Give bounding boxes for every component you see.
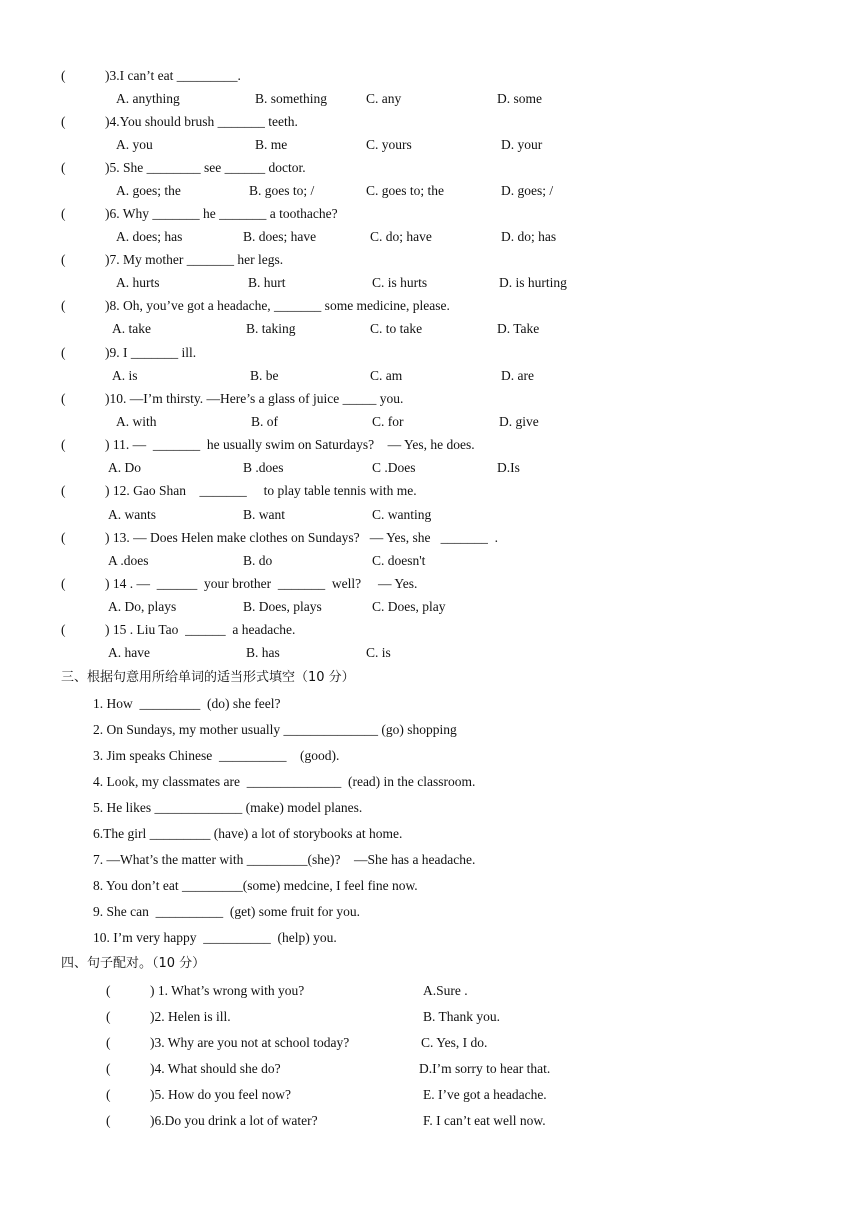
option-d: D. Take xyxy=(497,321,540,336)
option-d: D. do; has xyxy=(501,229,557,244)
option-c: C. do; have xyxy=(370,229,432,244)
match-answer: A.Sure . xyxy=(423,983,468,998)
section-heading: 四、句子配对。（10 分） xyxy=(61,956,206,971)
answer-paren: ( xyxy=(61,483,66,498)
answer-paren: ( xyxy=(61,298,66,313)
fill-item-6: 6.The girl _________ (have) a lot of storybooks at home. xyxy=(93,826,403,841)
option-a: A. is xyxy=(112,368,138,383)
answer-paren: ( xyxy=(61,437,66,452)
option-b: B. of xyxy=(251,414,278,429)
option-d: D. your xyxy=(501,137,543,152)
match-answer: C. Yes, I do. xyxy=(421,1035,488,1050)
answer-paren: ( xyxy=(106,1035,111,1050)
option-b: B. do xyxy=(243,553,273,568)
option-a: A. Do xyxy=(108,460,141,475)
answer-paren: ( xyxy=(61,252,66,267)
option-a: A. does; has xyxy=(116,229,183,244)
question-stem: ) 12. Gao Shan _______ to play table tennis with me. xyxy=(105,483,417,498)
option-b: B. hurt xyxy=(248,275,286,290)
option-b: B. taking xyxy=(246,321,296,336)
option-b: B. Does, plays xyxy=(243,599,322,614)
option-a: A. you xyxy=(116,137,153,152)
option-d: D.Is xyxy=(497,460,520,475)
match-answer: E. I’ve got a headache. xyxy=(423,1087,547,1102)
answer-paren: ( xyxy=(106,983,111,998)
match-answer: D.I’m sorry to hear that. xyxy=(419,1061,551,1076)
option-a: A. Do, plays xyxy=(108,599,177,614)
option-d: D. is hurting xyxy=(499,275,567,290)
answer-paren: ( xyxy=(61,160,66,175)
answer-paren: ( xyxy=(61,114,66,129)
option-c: C. goes to; the xyxy=(366,183,444,198)
option-a: A. take xyxy=(112,321,151,336)
answer-paren: ( xyxy=(61,68,66,83)
option-c: C. Does, play xyxy=(372,599,446,614)
answer-paren: ( xyxy=(61,530,66,545)
fill-item-4: 4. Look, my classmates are ______________ (read) in the classroom. xyxy=(93,774,476,789)
question-stem: )3.I can’t eat _________. xyxy=(105,68,241,83)
match-question: )3. Why are you not at school today? xyxy=(150,1035,350,1050)
option-c: C .Does xyxy=(372,460,416,475)
option-a: A. hurts xyxy=(116,275,160,290)
option-c: C. doesn't xyxy=(372,553,426,568)
match-question: )6.Do you drink a lot of water? xyxy=(150,1113,318,1128)
question-stem: ) 15 . Liu Tao ______ a headache. xyxy=(105,622,296,637)
question-stem: ) 13. — Does Helen make clothes on Sundays? — Yes, she _______ . xyxy=(105,530,498,545)
question-stem: )5. She ________ see ______ doctor. xyxy=(105,160,306,175)
option-a: A. wants xyxy=(108,507,156,522)
answer-paren: ( xyxy=(106,1009,111,1024)
option-b: B. be xyxy=(250,368,279,383)
option-b: B. want xyxy=(243,507,285,522)
question-stem: )10. —I’m thirsty. —Here’s a glass of juice _____ you. xyxy=(105,391,404,406)
option-d: D. goes; / xyxy=(501,183,554,198)
option-d: D. are xyxy=(501,368,534,383)
fill-item-2: 2. On Sundays, my mother usually ______________ (go) shopping xyxy=(93,722,457,737)
option-a: A. have xyxy=(108,645,150,660)
answer-paren: ( xyxy=(61,576,66,591)
option-d: D. give xyxy=(499,414,539,429)
option-c: C. is xyxy=(366,645,391,660)
option-b: B. has xyxy=(246,645,280,660)
option-c: C. is hurts xyxy=(372,275,428,290)
match-question: )4. What should she do? xyxy=(150,1061,281,1076)
question-stem: )4.You should brush _______ teeth. xyxy=(105,114,298,129)
match-answer: B. Thank you. xyxy=(423,1009,500,1024)
fill-item-1: 1. How _________ (do) she feel? xyxy=(93,696,281,711)
option-c: C. any xyxy=(366,91,402,106)
match-question: )2. Helen is ill. xyxy=(150,1009,231,1024)
question-stem: )7. My mother _______ her legs. xyxy=(105,252,284,267)
option-c: C. to take xyxy=(370,321,423,336)
option-c: C. for xyxy=(372,414,404,429)
option-a: A .does xyxy=(108,553,149,568)
answer-paren: ( xyxy=(61,391,66,406)
question-stem: )9. I _______ ill. xyxy=(105,345,197,360)
fill-item-9: 9. She can __________ (get) some fruit for you. xyxy=(93,904,360,919)
question-stem: ) 11. — _______ he usually swim on Saturdays? — Yes, he does. xyxy=(105,437,475,452)
option-c: C. wanting xyxy=(372,507,432,522)
section-heading: 三、根据句意用所给单词的适当形式填空（10 分） xyxy=(61,670,355,685)
answer-paren: ( xyxy=(106,1087,111,1102)
answer-paren: ( xyxy=(106,1113,111,1128)
option-a: A. anything xyxy=(116,91,180,106)
fill-item-8: 8. You don’t eat _________(some) medcine, I feel fine now. xyxy=(93,878,418,893)
answer-paren: ( xyxy=(61,622,66,637)
option-c: C. am xyxy=(370,368,403,383)
answer-paren: ( xyxy=(106,1061,111,1076)
fill-item-5: 5. He likes _____________ (make) model planes. xyxy=(93,800,363,815)
question-stem: )8. Oh, you’ve got a headache, _______ some medicine, please. xyxy=(105,298,450,313)
fill-item-10: 10. I’m very happy __________ (help) you. xyxy=(93,930,337,945)
option-c: C. yours xyxy=(366,137,412,152)
question-stem: )6. Why _______ he _______ a toothache? xyxy=(105,206,338,221)
fill-item-7: 7. —What’s the matter with _________(she)? —She has a headache. xyxy=(93,852,476,867)
option-a: A. with xyxy=(116,414,157,429)
match-question: ) 1. What’s wrong with you? xyxy=(150,983,305,998)
match-question: )5. How do you feel now? xyxy=(150,1087,291,1102)
fill-item-3: 3. Jim speaks Chinese __________ (good). xyxy=(93,748,340,763)
option-b: B. goes to; / xyxy=(249,183,315,198)
answer-paren: ( xyxy=(61,206,66,221)
answer-paren: ( xyxy=(61,345,66,360)
question-stem: ) 14 . — ______ your brother _______ well? — Yes. xyxy=(105,576,418,591)
option-b: B. something xyxy=(255,91,328,106)
option-a: A. goes; the xyxy=(116,183,181,198)
match-answer: F. I can’t eat well now. xyxy=(423,1113,546,1128)
option-b: B. me xyxy=(255,137,288,152)
option-b: B. does; have xyxy=(243,229,317,244)
option-b: B .does xyxy=(243,460,284,475)
option-d: D. some xyxy=(497,91,542,106)
